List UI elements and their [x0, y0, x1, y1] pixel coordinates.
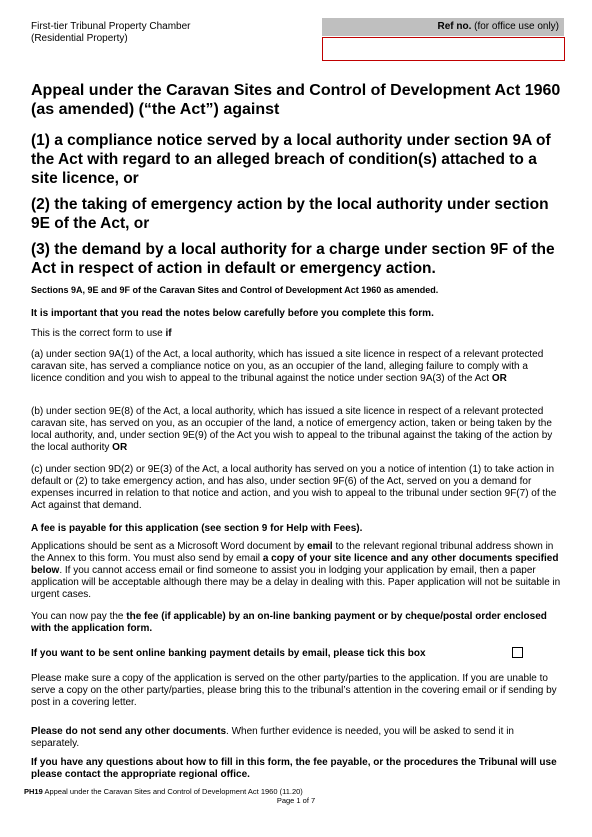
appeal-item-2: (2) the taking of emergency action by the local authority under section 9E of the Act, or	[31, 196, 549, 232]
condition-a-text: (a) under section 9A(1) of the Act, a local authority, which has issued a site licence in respect of a relevant protected caravan site, has served a compliance notice on you, as an occupier of the land, alleging failure to comply with a licence condition and you wish to appeal to the tribunal against the notice under section 9A(3) of the Act	[31, 349, 544, 384]
form-subtitle: Sections 9A, 9E and 9F of the Caravan Sites and Control of Development Act 1960 as amended.	[31, 285, 439, 295]
application-instructions	[31, 541, 561, 601]
ref-no-field[interactable]	[322, 37, 565, 61]
page-number: Page 1 of 7	[276, 796, 316, 805]
condition-b-or: OR	[112, 442, 128, 453]
condition-b	[31, 406, 561, 454]
condition-b-text: (b) under section 9E(8) of the Act, a local authority, which has issued a site licence in respect of a relevant protected caravan site, has served on you, as an occupier of the land, a notice of emergency action, taken or being taken by the local authority, and, under section 9E(9) of the Act you wish to appeal to the tribunal against the taking of the action by the local authority	[31, 406, 553, 453]
fee-payable-notice: A fee is payable for this application (see section 9 for Help with Fees).	[31, 523, 363, 534]
correct-form-text: This is the correct form to use	[31, 328, 163, 339]
ref-no-header	[322, 18, 564, 36]
form-footer-text: Appeal under the Caravan Sites and Control of Development Act 1960 (11.20)	[44, 787, 303, 796]
tribunal-name-line1: First-tier Tribunal Property Chamber	[31, 21, 191, 32]
application-required-docs: a copy of your site licence and any other documents specified below	[31, 553, 559, 576]
application-text-3: . If you cannot access email or find someone to assist you in lodging your application by email, then a paper application will be acceptable although there may be a delay in dealing with this. Paper application will not be suitable in urgent cases.	[31, 565, 561, 600]
appeal-item-3: (3) the demand by a local authority for a charge under section 9F of the Act in respect of action in default or emergency action.	[31, 241, 555, 277]
no-other-docs-notice	[31, 726, 561, 750]
tribunal-name	[31, 21, 191, 45]
application-email: email	[307, 541, 333, 552]
application-text-2: to the relevant regional tribunal address shown in the Annex to this form. You must also send by email	[31, 541, 554, 564]
important-notice: It is important that you read the notes below carefully before you complete this form.	[31, 308, 434, 319]
serve-copy-notice: Please make sure a copy of the application is served on the other party/parties to the application. If you are unable to serve a copy on the other party/parties, please bring this to the tribunal’s attention in the covering email or if sending by post in a covering letter.	[31, 673, 557, 708]
form-title: Appeal under the Caravan Sites and Control of Development Act 1960 (as amended) (“the Act”) against	[31, 82, 561, 118]
questions-notice: If you have any questions about how to fill in this form, the fee payable, or the procedures the Tribunal will use please contact the appropriate regional office.	[31, 757, 557, 780]
application-text-1: Applications should be sent as a Microsoft Word document by	[31, 541, 305, 552]
condition-a-or: OR	[491, 373, 507, 384]
appeal-item-1: (1) a compliance notice served by a local authority under section 9A of the Act with regard to an alleged breach of condition(s) attached to a site licence, or	[31, 132, 551, 187]
online-banking-tick-label: If you want to be sent online banking payment details by email, please tick this box	[31, 648, 426, 659]
payment-instructions	[31, 611, 561, 635]
ref-no-label: Ref no.	[437, 21, 472, 32]
payment-methods: the fee (if applicable) by an on-line banking payment or by cheque/postal order enclosed with the application form.	[31, 611, 547, 634]
condition-c: (c) under section 9D(2) or 9E(3) of the Act, a local authority has served on you a notice of intention (1) to take action in default or (2) to take emergency action, and has also, under section 9F(6) of the Act, served on you a demand for expenses incurred in relation to that notice and action, and you wish to appeal to the tribunal under section 9F(7) of the Act against that demand.	[31, 464, 557, 511]
tribunal-name-line2: (Residential Property)	[31, 33, 128, 44]
ref-no-note: (for office use only)	[474, 21, 559, 32]
condition-a	[31, 349, 561, 385]
correct-form-if: if	[165, 328, 172, 339]
no-other-docs-bold: Please do not send any other documents	[31, 726, 227, 737]
form-code: PH19	[24, 787, 43, 796]
correct-form-intro	[31, 328, 561, 340]
no-other-docs-text: . When further evidence is needed, you will be asked to send it in separately.	[31, 726, 514, 749]
payment-text: You can now pay the	[31, 611, 124, 622]
form-footer	[24, 787, 303, 796]
online-banking-checkbox[interactable]	[512, 647, 523, 658]
